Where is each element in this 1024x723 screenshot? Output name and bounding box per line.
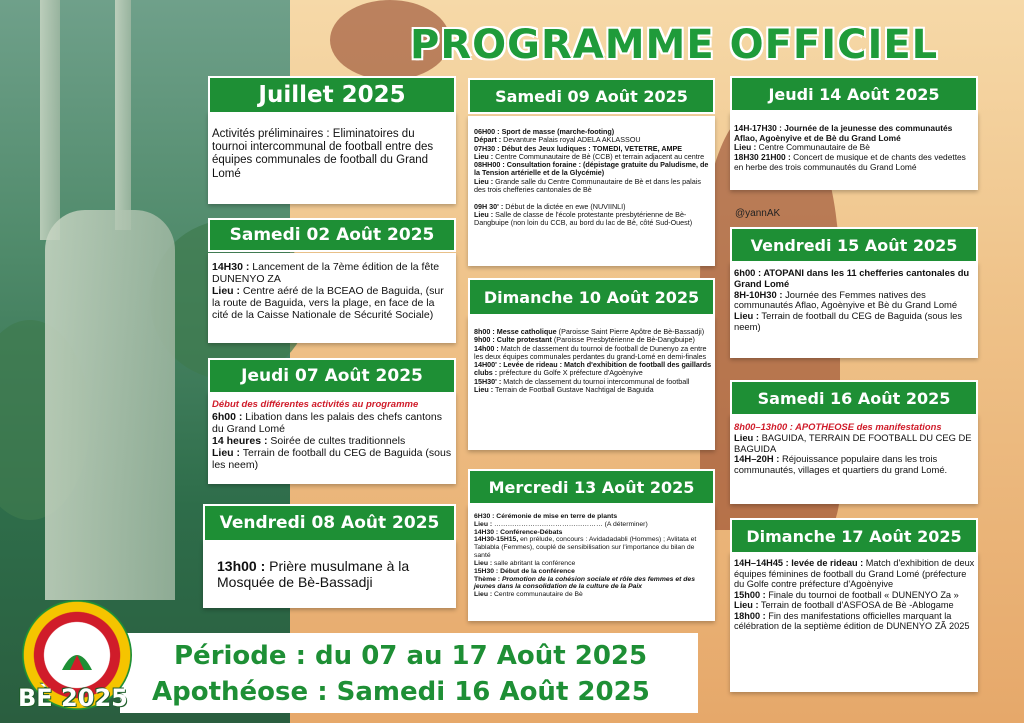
card-text: 14H-17H30 : Journée de la jeunesse des communautés Aflao, Agoènyive et de Bè du Grand Lomé Lieu : Centre Communautaire de Bè 18H30 21H00 : Concert de musique et de chants des vedettes en herbe des trois communautés du Grand Lomé [734,123,966,172]
header-samedi-02: Samedi 02 Août 2025 [208,218,456,252]
card-samedi-09 [468,116,715,266]
card-text: 8h00–13h00 : APOTHEOSE des manifestations Lieu : BAGUIDA, TERRAIN DE FOOTBALL DU CEG DE BAGUIDA 14H–20H : Réjouissance populaire dans les trois communautés, villages et quartiers du grand Lomé. [734,421,972,476]
card-jeudi-07 [208,392,456,484]
footer-period: Période : du 07 au 17 Août 2025 [174,641,648,671]
header-vendredi-15: Vendredi 15 Août 2025 [730,227,978,263]
card-text: Activités préliminaires : Eliminatoires du tournoi intercommunal de football entre des équipes communales de football du Grand Lomé [212,128,434,180]
card-text: 13h00 : Prière musulmane à la Mosquée de Bè-Bassadji [217,558,410,591]
header-jeudi-14: Jeudi 14 Août 2025 [730,76,978,112]
card-text: Début des différentes activités au programme 6h00 : Libation dans les palais des chefs cantons du Grand Lomé 14 heures : Soirée de cultes traditionnels Lieu : Terrain de football du CEG de Baguida (sous les neem) [212,399,452,472]
card-text: 14H30 : Lancement de la 7ème édition de la fête DUNENYO ZA Lieu : Centre aéré de la BCEAO de Baguida, (sur la route de Baguida, vers la plage, en face de la cité de la Caisse Nationale de Sécurité Sociale) [212,261,444,322]
card-dimanche-17 [730,552,978,692]
photo-credit: @yannAK [735,208,781,219]
card-text: 14H–14H45 : levée de rideau : Match d'exhibition de deux équipes féminines de football du Grand Lomé (préfecture du Golfe contre préfecture d'Agoènyive 15h00 : Finale du tournoi de football « DUNENYO Za » Lieu : Terrain de football d'ASFOSA de Bè -Ablogame 18h00 : Fin des manifestations officielles marquant la célébration de la septième édition de DUNENYO ZÃ 2025 [734,558,975,632]
card-mercredi-13 [468,505,715,621]
header-dimanche-17: Dimanche 17 Août 2025 [730,518,978,554]
header-dimanche-10: Dimanche 10 Août 2025 [468,278,715,316]
header-samedi-09: Samedi 09 Août 2025 [468,78,715,114]
header-samedi-16: Samedi 16 Août 2025 [730,380,978,416]
card-samedi-02 [208,253,456,343]
card-vendredi-15 [730,262,978,358]
card-text: 6H30 : Cérémonie de mise en terre de plants Lieu : ………………………………………… (A déterminer) 14H30 : Conférence-Débats 14H30-15H15, en prélude, concours : Avidadadabli (Hommes) ; Avlitata et Tablabla (Femmes), couplé de sensibilisation sur l'importance du bilan de santé Lieu : salle abritant la conférence 15H30 : Début de la conférence Thème : Promotion de la cohésion sociale et rôle des femmes et des jeunes dans la consolidation de la culture de la Paix Lieu : Centre communautaire de Bè [474,513,697,599]
page-title: PROGRAMME OFFICIEL [410,22,939,68]
logo-year-text: BÈ 2025 [18,684,128,712]
card-text: 06H00 : Sport de masse (marche-footing) Départ : Devanture Palais royal ADELA AKLASSOU 07H30 : Début des Jeux ludiques : TOMEDI, VETETRE, AMPE Lieu : Centre Communautaire de Bè (CCB) et terrain adjacent au centre 08HH00 : Consultation foraine : (dépistage gratuite du Paludisme, de la Tension artérielle et de la Glycémie) Lieu : Grande salle du Centre Communautaire de Bè et dans les palais des trois chefferies cantonales de Bè 09H 30' : Début de la dictée en ewe (NUVIINLI) Lieu : Salle de classe de l'école protestante presbytérienne de Bè-Dangbuipe (non loin du CCB, au bord du lac de Bè, côté Sud-Ouest) [474,127,709,228]
footer-banner [120,633,698,713]
card-jeudi-14 [730,112,978,190]
card-dimanche-10 [468,316,715,450]
monument-pillar [40,0,60,240]
monument-pillar [115,0,131,230]
header-juillet: Juillet 2025 [208,76,456,114]
header-mercredi-13: Mercredi 13 Août 2025 [468,469,715,505]
header-vendredi-08: Vendredi 08 Août 2025 [203,504,456,542]
footer-apotheose: Apothéose : Samedi 16 Août 2025 [152,677,650,707]
card-vendredi-08 [203,540,456,608]
header-jeudi-07: Jeudi 07 Août 2025 [208,358,456,394]
card-text: 8h00 : Messe catholique (Paroisse Saint Pierre Apôtre de Bè-Bassadji) 9h00 : Culte protestant (Paroisse Presbytérienne de Bè-Dangbuipe) 14h00 : Match de classement du tournoi de football de Dunenyo za entre les deux équipes communales perdantes du grand-Lomé en demi-finales 14H00' : Levée de rideau : Match d'exhibition de football des gaillards clubs : préfecture du Golfe X préfecture d'Agoènyive 15H30' : Match de classement du tournoi intercommunal de football Lieu : Terrain de Football Gustave Nachtigal de Baguida [474,327,712,394]
card-juillet [208,112,456,204]
card-text: 6h00 : ATOPANI dans les 11 chefferies cantonales du Grand Lomé 8H-10H30 : Journée des Femmes natives des communautés Aflao, Agoènyive et Bè du Grand Lomé Lieu : Terrain de football du CEG de Baguida (sous les neem) [734,267,970,333]
card-samedi-16 [730,414,978,504]
monument-statues [45,210,175,600]
